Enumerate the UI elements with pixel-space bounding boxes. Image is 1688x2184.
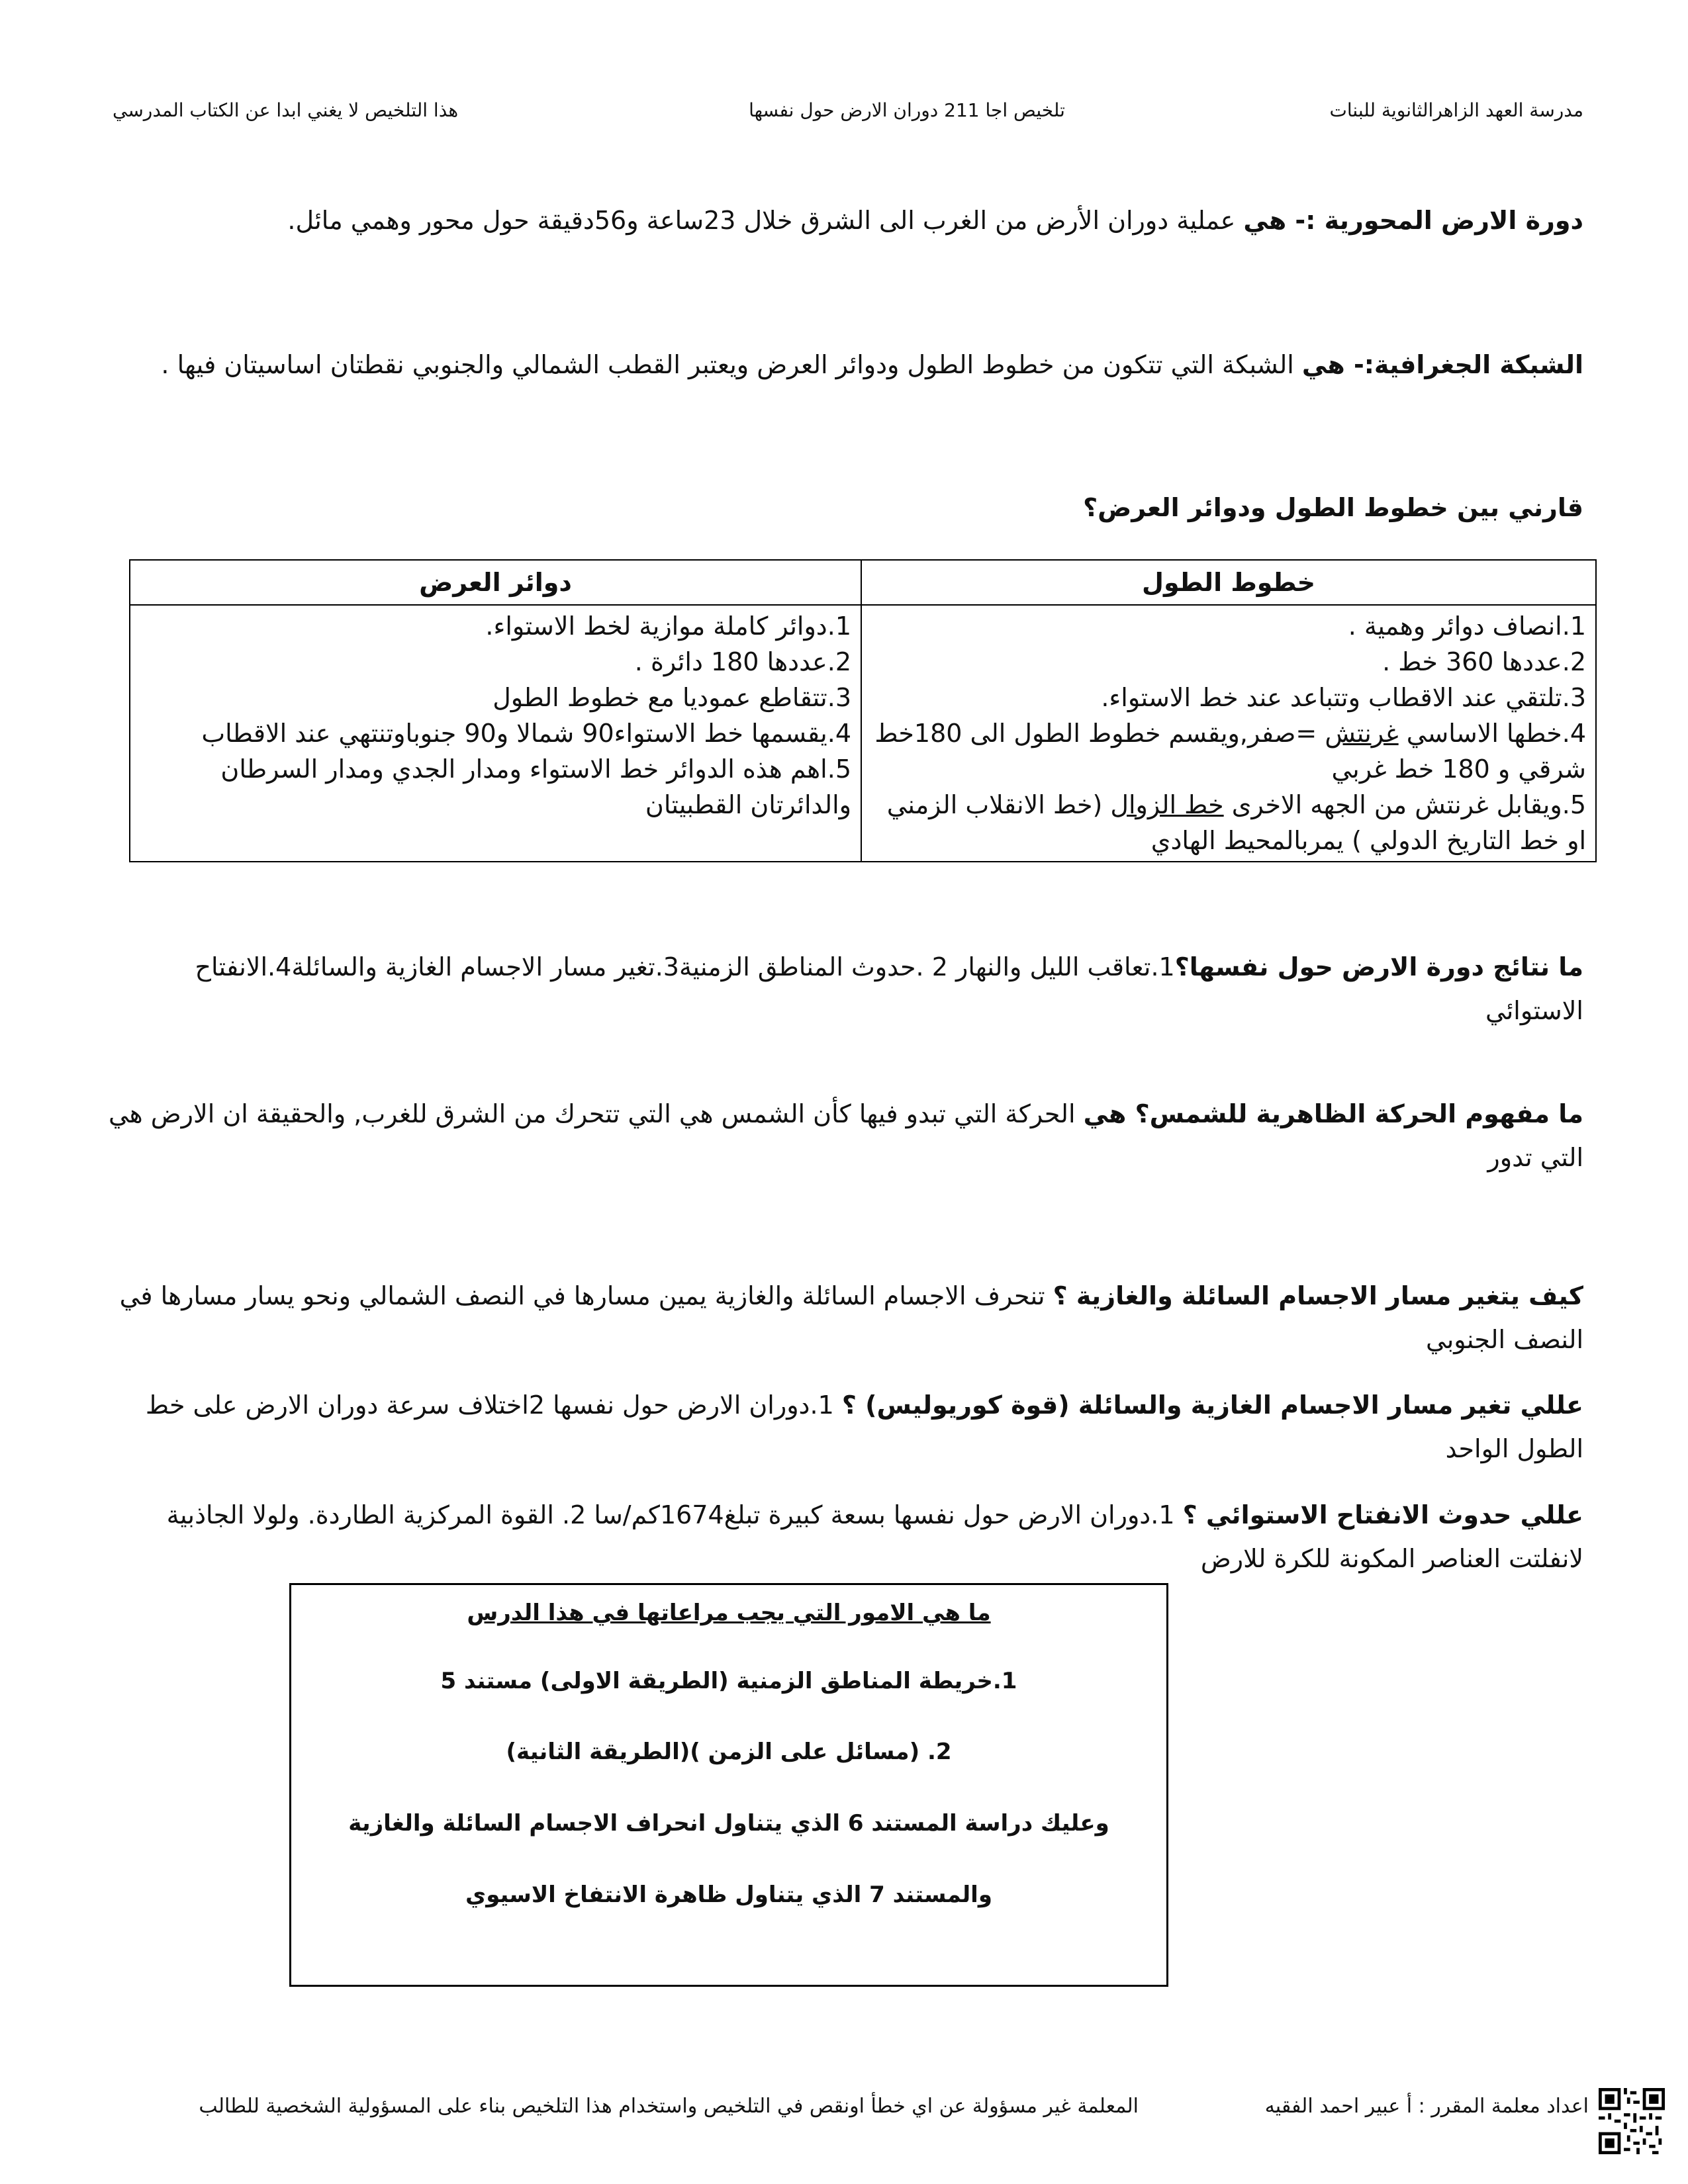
coriolis-qa	[107, 1383, 1583, 1471]
coriolis-question: عللي تغير مسار الاجسام الغازية والسائلة (قوة كوريوليس) ؟	[841, 1390, 1583, 1420]
comparison-table	[129, 559, 1597, 862]
apparent-question: ما مفهوم الحركة الظاهرية للشمس؟ هي	[1083, 1099, 1583, 1128]
disclaimer-header: هذا التلخيص لا يغني ابدا عن الكتاب المدرسي	[113, 99, 459, 121]
item-text: 4.خطها الاساسي	[1398, 719, 1586, 748]
footer-disclaimer: المعلمة غير مسؤولة عن اي خطأ اونقص في التلخيص واستخدام هذا التلخيص بناء على المسؤولية الشخصية للطالب	[199, 2095, 1139, 2118]
results-qa	[94, 945, 1583, 1032]
list-item: 2.عددها 360 خط .	[1382, 647, 1586, 676]
latitude-cell	[130, 605, 861, 862]
deflection-answer: تنحرف الاجسام السائلة والغازية يمين مسارها في النصف الشمالي ونحو يسار مسارها في النصف الجنوبي	[119, 1281, 1583, 1354]
list-item: 3.تتقاطع عموديا مع خطوط الطول	[492, 683, 851, 712]
compare-question: قارني بين خطوط الطول ودوائر العرض؟	[1083, 493, 1583, 522]
notes-title: ما هي الامور التي يجب مراعاتها في هذا الدرس	[467, 1600, 991, 1626]
meridian-term: خط الزوال	[1110, 790, 1224, 819]
list-item: 4.يقسمها خط الاستواء90 شمالا و90 جنوباوتنتهي عند الاقطاب	[201, 719, 851, 748]
item-text: 5.ويقابل غرنتش من الجهه الاخرى	[1223, 790, 1586, 819]
greenwich-term: غرنتش	[1325, 719, 1399, 748]
rotation-text: عملية دوران الأرض من الغرب الى الشرق خلال 23ساعة و56دقيقة حول محور وهمي مائل.	[287, 206, 1244, 235]
grid-definition	[127, 343, 1583, 387]
results-answer: 1.تعاقب الليل والنهار 2 .حدوث المناطق الزمنية3.تغير مسار الاجسام الغازية والسائلة4.الانفتاح الاستوائي	[195, 952, 1583, 1025]
apparent-motion-qa	[101, 1092, 1583, 1179]
item-text: (خط الانقلاب الزمني او خط التاريخ الدولي ) يمربالمحيط الهادي	[886, 790, 1586, 855]
notes-line-4: والمستند 7 الذي يتناول ظاهرة الانتفاخ الاسيوي	[465, 1882, 992, 1908]
notes-box	[289, 1583, 1168, 1987]
list-item: 3.تلتقي عند الاقطاب وتتباعد عند خط الاستواء.	[1101, 683, 1586, 712]
rotation-definition	[127, 199, 1583, 242]
list-item	[871, 787, 1586, 858]
list-item: 5.اهم هذه الدوائر خط الاستواء ومدار الجدي ومدار السرطان والدائرتان القطبيتان	[220, 754, 851, 819]
notes-line-2: 2. (مسائل على الزمن )(الطريقة الثانية)	[506, 1739, 952, 1765]
rotation-term: دورة الارض المحورية :- هي	[1243, 206, 1583, 235]
notes-line-1: 1.خريطة المناطق الزمنية (الطريقة الاولى) مستند 5	[440, 1668, 1017, 1694]
results-question: ما نتائج دورة الارض حول نفسها؟	[1174, 952, 1583, 981]
table-header-row	[130, 560, 1596, 605]
table-row	[130, 605, 1596, 862]
notes-line-3: وعليك دراسة المستند 6 الذي يتناول انحراف الاجسام السائلة والغازية	[348, 1810, 1109, 1837]
summary-subject: تلخيص اجا 211 دوران الارض حول نفسها	[749, 99, 1065, 121]
list-item: 1.انصاف دوائر وهمية .	[1348, 612, 1586, 641]
deflection-question: كيف يتغير مسار الاجسام السائلة والغازية ؟	[1053, 1281, 1583, 1310]
deflection-qa	[107, 1274, 1583, 1361]
grid-term: الشبكة الجغرافية:- هي	[1301, 350, 1583, 379]
qr-code-icon	[1599, 2088, 1665, 2154]
bulge-answer: 1.دوران الارض حول نفسها بسعة كبيرة تبلغ1674كم/سا 2. القوة المركزية الطاردة. ولولا الجاذبية لانفلتت العناصر المكونة للكرة للارض	[166, 1500, 1583, 1573]
school-name: مدرسة العهد الزاهرالثانوية للبنات	[1329, 99, 1583, 121]
bulge-question: عللي حدوث الانفتاح الاستوائي ؟	[1182, 1500, 1583, 1529]
list-item: 2.عددها 180 دائرة .	[634, 647, 851, 676]
list-item	[871, 715, 1586, 787]
longitude-cell	[861, 605, 1596, 862]
item-text: =صفر,ويقسم خطوط الطول الى 180خط شرقي و 180 خط غربي	[874, 719, 1586, 784]
coriolis-answer: 1.دوران الارض حول نفسها 2اختلاف سرعة دوران الارض على خط الطول الواحد	[145, 1390, 1583, 1463]
grid-text: الشبكة التي تتكون من خطوط الطول ودوائر العرض ويعتبر القطب الشمالي والجنوبي نقطتان اساسيتان فيها .	[161, 350, 1302, 379]
bulge-qa	[101, 1493, 1583, 1580]
longitude-header: خطوط الطول	[861, 560, 1596, 605]
apparent-answer: الحركة التي تبدو فيها كأن الشمس هي التي تتحرك من الشرق للغرب, والحقيقة ان الارض هي التي تدور	[108, 1099, 1583, 1172]
author-credit: اعداد معلمة المقرر : أ عبير احمد الفقيه	[1264, 2095, 1589, 2118]
list-item: 1.دوائر كاملة موازية لخط الاستواء.	[485, 612, 851, 641]
latitude-header: دوائر العرض	[130, 560, 861, 605]
